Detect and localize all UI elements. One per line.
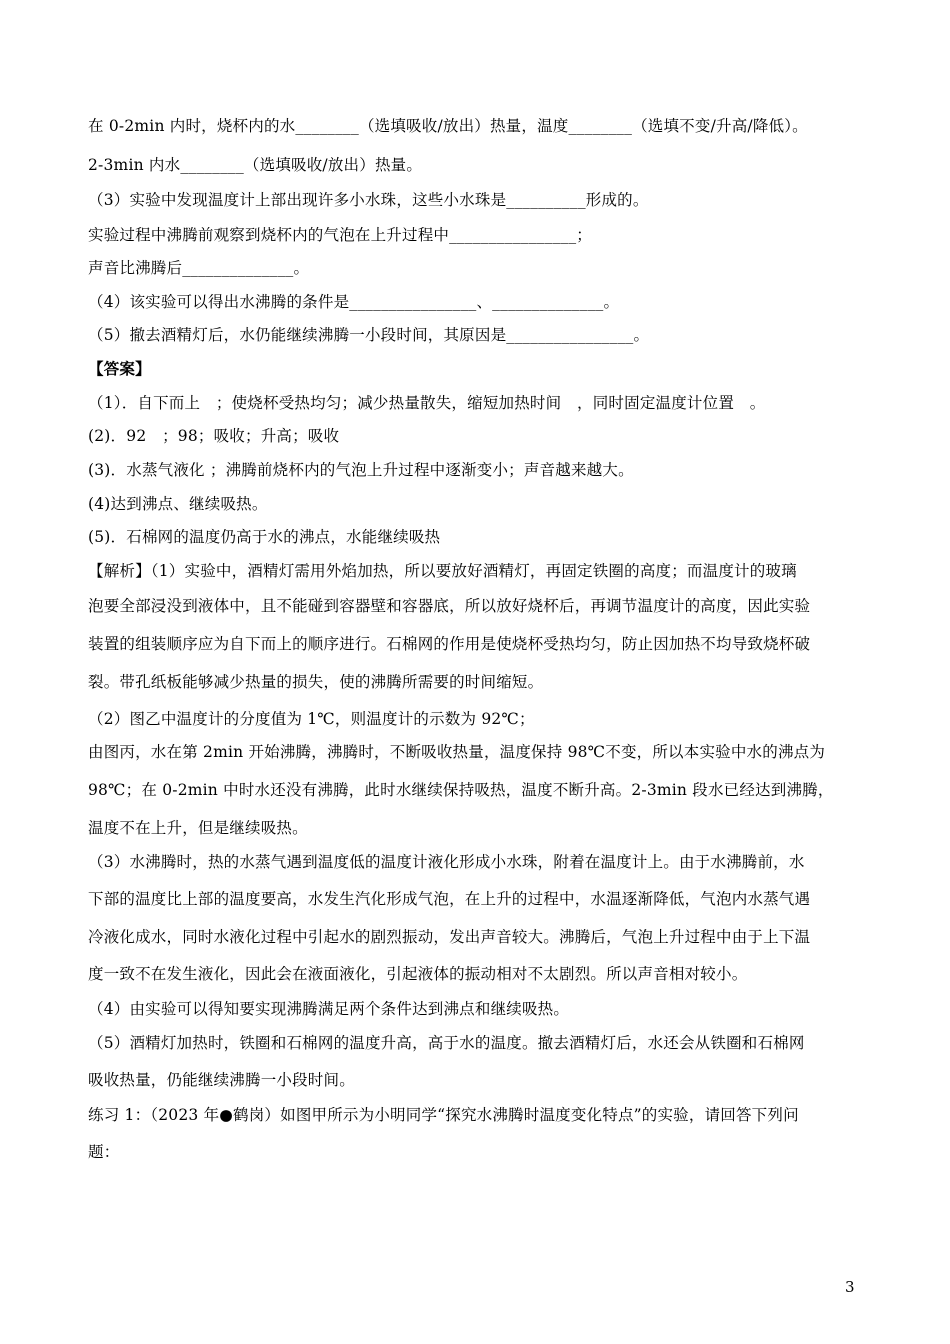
analysis-2-line-3: 98℃；在 0-2min 中时水还没有沸腾，此时水继续保持吸热，温度不断升高。2-3min 段水已经达到沸腾， [88, 781, 834, 799]
answer-2: (2)．92 ；98；吸收；升高；吸收 [88, 427, 340, 445]
analysis-3-line-2: 下部的温度比上部的温度要高，水发生汽化形成气泡，在上升的过程中，水温逐渐降低，气泡内水蒸气遇 [88, 890, 811, 908]
answer-3: (3)．水蒸气液化 ；沸腾前烧杯内的气泡上升过程中逐渐变小；声音越来越大。 [88, 461, 634, 479]
page-number: 3 [845, 1278, 855, 1296]
analysis-2-line-4: 温度不在上升，但是继续吸热。 [88, 819, 308, 837]
analysis-1-line-3: 装置的组装顺序应为自下而上的顺序进行。石棉网的作用是使烧杯受热均匀，防止因加热不均导致烧杯破 [88, 635, 811, 653]
analysis-3-line-1: （3）水沸腾时，热的水蒸气遇到温度低的温度计液化形成小水珠，附着在温度计上。由于水沸腾前，水 [88, 853, 805, 871]
exercise-1-line-1: 练习 1：（2023 年●鹤岗）如图甲所示为小明同学“探究水沸腾时温度变化特点”的实验，请回答下列问 [88, 1106, 799, 1124]
question-4: （4）该实验可以得出水沸腾的条件是________________、______________。 [88, 293, 620, 311]
analysis-5-line-1: （5）酒精灯加热时，铁圈和石棉网的温度升高，高于水的温度。撤去酒精灯后，水还会从铁圈和石棉网 [88, 1034, 805, 1052]
question-3-line-3: 声音比沸腾后______________。 [88, 259, 310, 277]
answer-4: (4)达到沸点、继续吸热。 [88, 495, 268, 513]
answer-heading: 【答案】 [88, 359, 151, 378]
analysis-1-line-4: 裂。带孔纸板能够减少热量的损失，使的沸腾所需要的时间缩短。 [88, 673, 544, 691]
analysis-1-line-2: 泡要全部浸没到液体中，且不能碰到容器壁和容器底，所以放好烧杯后，再调节温度计的高度，因此实验 [88, 597, 811, 615]
analysis-2-line-2: 由图丙，水在第 2min 开始沸腾，沸腾时，不断吸收热量，温度保持 98℃不变，所以本实验中水的沸点为 [88, 743, 826, 761]
question-5: （5）撤去酒精灯后，水仍能继续沸腾一小段时间，其原因是________________。 [88, 326, 650, 344]
question-line-0-2min: 在 0-2min 内时，烧杯内的水________（选填吸收/放出）热量，温度________（选填不变/升高/降低）。 [88, 117, 808, 135]
analysis-3-line-4: 度一致不在发生液化，因此会在液面液化，引起液体的振动相对不太剧烈。所以声音相对较小。 [88, 965, 748, 983]
analysis-3-line-3: 冷液化成水，同时水液化过程中引起水的剧烈振动，发出声音较大。沸腾后，气泡上升过程中由于上下温 [88, 928, 811, 946]
question-line-2-3min: 2-3min 内水________（选填吸收/放出）热量。 [88, 156, 423, 174]
analysis-2-line-1: （2）图乙中温度计的分度值为 1℃，则温度计的示数为 92℃； [88, 710, 535, 728]
analysis-4: （4）由实验可以得知要实现沸腾满足两个条件达到沸点和继续吸热。 [88, 1000, 570, 1018]
exercise-1-line-2: 题： [88, 1143, 120, 1161]
analysis-1-line-1: 【解析】（1）实验中，酒精灯需用外焰加热，所以要放好酒精灯，再固定铁圈的高度；而温度计的玻璃 [88, 562, 797, 580]
answer-5: (5)．石棉网的温度仍高于水的沸点，水能继续吸热 [88, 528, 441, 546]
answer-1: （1）．自下而上 ；使烧杯受热均匀；减少热量散失，缩短加热时间 ，同时固定温度计位置 。 [88, 394, 766, 412]
question-3-line-2: 实验过程中沸腾前观察到烧杯内的气泡在上升过程中________________； [88, 226, 593, 244]
question-3-line-1: （3）实验中发现温度计上部出现许多小水珠，这些小水珠是__________形成的。 [88, 191, 649, 209]
analysis-5-line-2: 吸收热量，仍能继续沸腾一小段时间。 [88, 1071, 355, 1089]
